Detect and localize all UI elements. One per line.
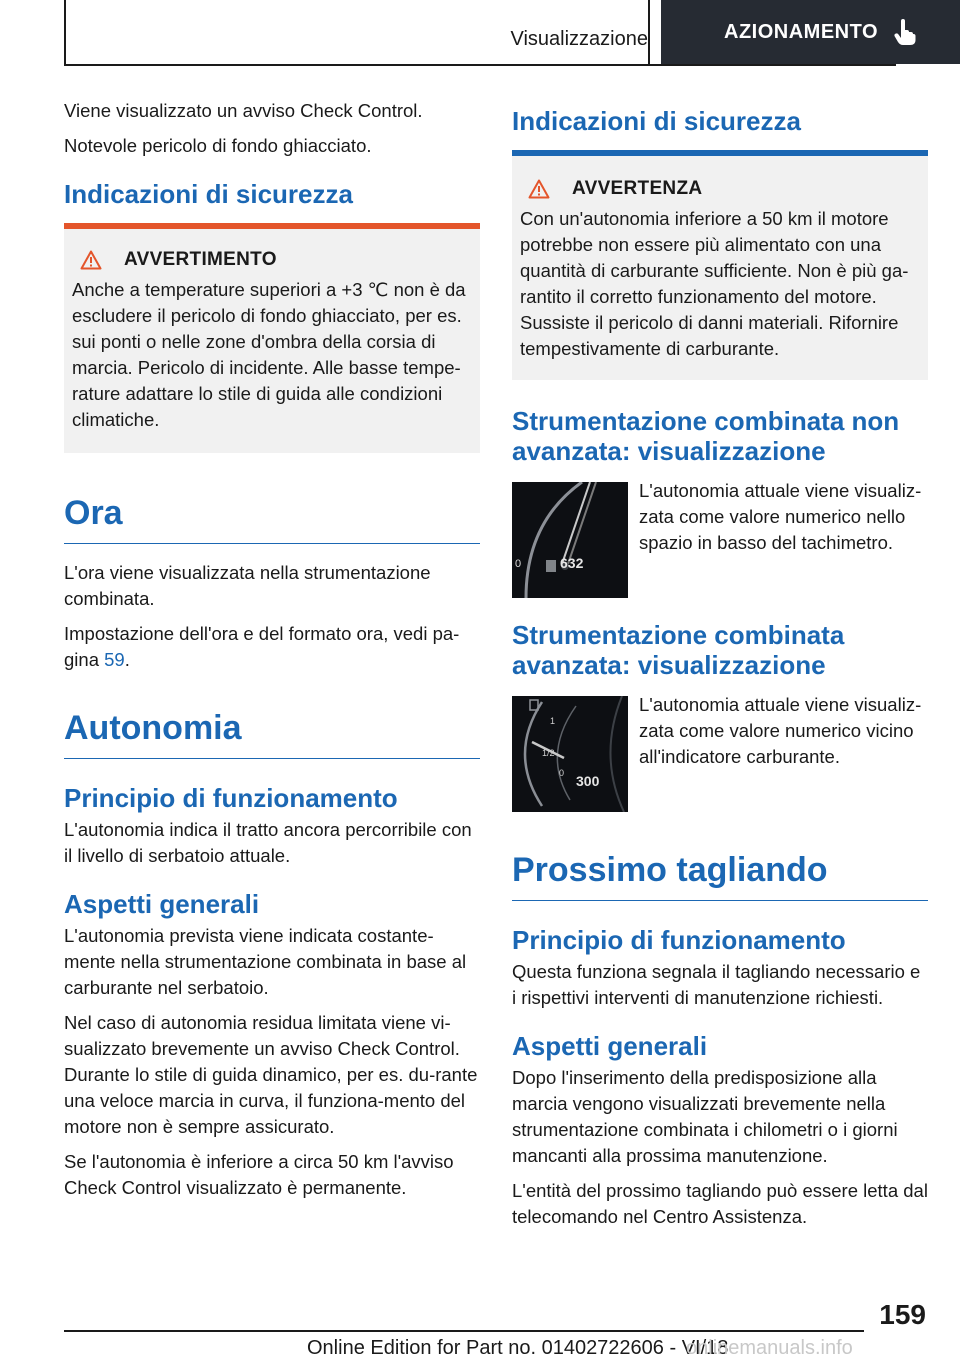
page-reference-link[interactable]: 59 bbox=[104, 649, 125, 670]
gauge-zero-label: 0 bbox=[515, 558, 522, 570]
subheading: Strumentazione combinata avanzata: visualizzazione bbox=[512, 620, 845, 680]
warning-box bbox=[64, 229, 480, 453]
speedometer-range-image bbox=[512, 482, 628, 598]
paragraph: L'ora viene visualizzata nella strumentazione combinata. bbox=[64, 562, 431, 609]
paragraph: Nel caso di autonomia residua limitata viene vi-sualizzato brevemente un avviso Check Control. Durante lo stile di guida dinamico, per es. du-rante una veloce marcia in curva, il funziona-mento del motore non è sempre assicurato. bbox=[64, 1012, 478, 1137]
figure-row bbox=[512, 482, 928, 598]
paragraph: L'autonomia prevista viene indicata costante-mente nella strumentazione combinata in base al carburante nel serbatoio. bbox=[64, 925, 467, 998]
range-value: 632 bbox=[560, 555, 584, 571]
pointing-hand-icon bbox=[894, 19, 916, 45]
paragraph: Dopo l'inserimento della predisposizione alla marcia vengono visualizzati brevemente nella strumentazione combinata i chilometri o i giorni mancanti alla prossima manutenzione. bbox=[512, 1067, 898, 1166]
subheading: Principio di funzionamento bbox=[64, 783, 398, 813]
subheading: Aspetti generali bbox=[64, 889, 260, 919]
header-section-title: Visualizzazione bbox=[510, 28, 648, 50]
range-value: 300 bbox=[576, 773, 600, 789]
paragraph: L'autonomia indica il tratto ancora percorribile con il livello di serbatoio attuale. bbox=[64, 819, 472, 866]
warning-text: Anche a temperature superiori a +3 ℃ non è da escludere il pericolo di fondo ghiacciato, per es. sui ponti o nelle zone d'ombra della corsia di marcia. Pericolo di incidente. Alle basse tempe-rature adattare lo stile di guida alle condizioni climatiche. bbox=[72, 279, 466, 430]
paragraph: L'entità del prossimo tagliando può essere letta dal telecomando nel Centro Assistenza. bbox=[512, 1180, 928, 1227]
paragraph: L'autonomia attuale viene visualiz-zata come valore numerico nello spazio in basso del tachimetro. bbox=[639, 480, 922, 553]
paragraph: Se l'autonomia è inferiore a circa 50 km l'avviso Check Control visualizzato è permanente. bbox=[64, 1151, 454, 1198]
figure-row bbox=[512, 696, 928, 812]
paragraph-text: Impostazione dell'ora e del formato ora, vedi pa-gina bbox=[64, 623, 460, 670]
right-column bbox=[512, 98, 928, 1239]
header-left-rule bbox=[64, 0, 66, 64]
warning-label: AVVERTENZA bbox=[572, 178, 703, 199]
header-separator bbox=[648, 0, 650, 64]
warning-box bbox=[512, 156, 928, 380]
paragraph: L'autonomia attuale viene visualiz-zata come valore numerico vicino all'indicatore carburante. bbox=[639, 694, 922, 767]
paragraph-text: . bbox=[124, 649, 130, 670]
warning-header bbox=[520, 178, 920, 200]
page-number: 159 bbox=[879, 1299, 926, 1330]
fuel-full-mark: 1 bbox=[550, 716, 556, 726]
fuel-empty-mark: 0 bbox=[559, 768, 565, 778]
header-chapter-label: AZIONAMENTO bbox=[724, 20, 879, 43]
header-chapter-tab bbox=[661, 0, 960, 64]
warning-header bbox=[72, 249, 472, 271]
subheading: Strumentazione combinata non avanzata: visualizzazione bbox=[512, 406, 900, 466]
left-column bbox=[64, 98, 480, 1210]
watermark: onlinemanuals.info bbox=[686, 1337, 853, 1359]
footer-rule bbox=[64, 1330, 864, 1332]
warning-triangle-icon bbox=[528, 179, 550, 199]
subheading: Principio di funzionamento bbox=[512, 925, 846, 955]
fuel-gauge-range-image bbox=[512, 696, 628, 812]
paragraph: Viene visualizzato un avviso Check Control. bbox=[64, 100, 423, 121]
subheading: Aspetti generali bbox=[512, 1031, 708, 1061]
header-rule bbox=[64, 64, 896, 66]
warning-label: AVVERTIMENTO bbox=[124, 249, 277, 270]
fuel-gauge-graphic bbox=[512, 696, 628, 812]
paragraph: Notevole pericolo di fondo ghiacciato. bbox=[64, 135, 372, 156]
section-heading-prossimo-tagliando: Prossimo tagliando bbox=[512, 851, 828, 889]
warning-text: Con un'autonomia inferiore a 50 km il motore potrebbe non essere più alimentato con una quantità di carburante sufficiente. Non è più ga-rantito il corretto funzionamento del motore. Sussiste il pericolo di danni materiali. Rifornire tempestivamente di carburante. bbox=[520, 208, 909, 359]
safety-heading: Indicazioni di sicurezza bbox=[64, 179, 353, 209]
section-heading-ora: Ora bbox=[64, 494, 123, 532]
section-heading-autonomia: Autonomia bbox=[64, 709, 242, 747]
fuel-half-mark: 1/2 bbox=[542, 748, 555, 758]
safety-heading: Indicazioni di sicurezza bbox=[512, 106, 801, 136]
paragraph bbox=[64, 621, 480, 673]
speedometer-graphic bbox=[512, 482, 628, 598]
paragraph: Questa funziona segnala il tagliando necessario e i rispettivi interventi di manutenzione richiesti. bbox=[512, 961, 921, 1008]
footer-edition: Online Edition for Part no. 01402722606 - VI/18 bbox=[307, 1337, 729, 1359]
warning-triangle-icon bbox=[80, 250, 102, 270]
